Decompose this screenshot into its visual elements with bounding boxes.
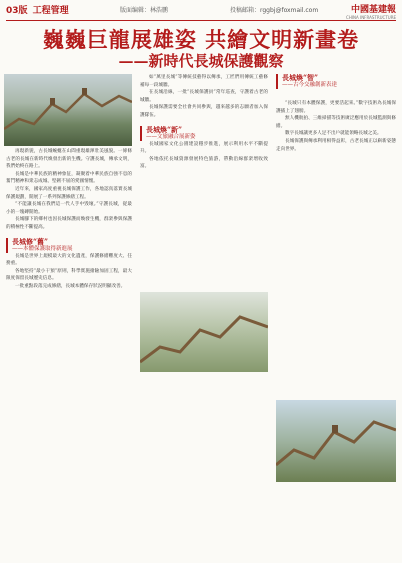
section-subtitle: ——文旅融合展新姿 <box>146 133 196 140</box>
body-paragraph: 如“萬里長城”等傳統技藝得以傳承，工匠們用傳統工藝修補每一段城牆。 <box>140 75 268 88</box>
great-wall-photo-3 <box>276 400 396 482</box>
section-heading-1 <box>6 238 132 253</box>
page-header <box>0 0 402 20</box>
body-paragraph: 各地堅持“最小干預”原則，科學實施搶險加固工程，最大限度保留長城歷史信息。 <box>6 268 132 282</box>
body-paragraph: 數字長城讓更多人足不出戶就能領略長城之美。 <box>285 131 382 137</box>
section-title: 長城煥“智” <box>282 73 319 82</box>
body-paragraph: “不能讓長城在我們這一代人手中毀壞。”守護長城，從最小的一塊磚開始。 <box>6 202 132 215</box>
great-wall-illustration-3 <box>276 400 396 482</box>
body-paragraph: 長城是世界上規模最大的文化遺產，保護修繕難度大、任務重。 <box>6 253 132 267</box>
body-paragraph: 無人機航拍、三維掃描等技術廣泛應用於長城監測與修繕。 <box>276 116 396 129</box>
great-wall-illustration <box>4 74 132 146</box>
section-title: 長城煥“新” <box>146 124 183 134</box>
section-name: 工程管理 <box>32 6 69 16</box>
body-paragraph: 各地依托長城資源發展特色旅游，帶動沿線群衆增收致富。 <box>140 156 268 170</box>
body-paragraph: 一批重點段落完成修繕，長城本體保存狀況明顯改善。 <box>15 283 126 289</box>
body-paragraph: 長城保護與傳承利用相得益彰，古老長城正以嶄新姿態走向世界。 <box>276 138 396 152</box>
column-2 <box>140 74 268 171</box>
intro-paragraph: 再現新貌，古長城蜿蜒在山間重現雄渾壯美風貌。一條條古老的長城在新時代煥發出新的生機。守護長城，傳承文明，我們始終在路上。 <box>6 149 132 170</box>
article-title: 巍巍巨龍展雄姿 共繪文明新畫卷 <box>42 27 360 52</box>
header-rule <box>6 20 396 21</box>
body-paragraph: 長城國家文化公園建設穩步推進，展示利用水平不斷提升。 <box>140 141 268 155</box>
body-paragraph: 近年來，國家高度重視長城保護工作，各地認真落實長城保護規劃，開展了一系列保護修繕工程。 <box>6 186 132 200</box>
body-paragraph: 長城是中華民族的精神象征，凝聚着中華民族自強不息的奮鬥精神和衆志成城、堅韌不屈的愛國情懷。 <box>6 171 132 185</box>
section-subtitle: ——本體保護取得新進展 <box>12 245 73 252</box>
section-title: 長城修“舊” <box>12 236 49 246</box>
column-3 <box>276 100 396 153</box>
section-subtitle: ——古今交融創新表達 <box>282 82 338 88</box>
newspaper-logo <box>346 2 396 20</box>
body-paragraph: 長城保護需要全社會共同參與，越來越多的志願者加入保護隊伍。 <box>140 105 268 118</box>
logo-en: CHINA INFRASTRUCTURE <box>346 15 396 20</box>
section-heading-3 <box>276 74 402 89</box>
body-paragraph: 長城腳下的鄉村也因長城保護而煥發生機，群衆參與保護的積極性不斷提高。 <box>6 217 132 230</box>
great-wall-photo <box>4 74 132 146</box>
contact-email: 投稿邮箱：rggbj@foxmail.com <box>230 7 319 14</box>
great-wall-illustration-2 <box>140 292 268 372</box>
column-1 <box>6 148 132 291</box>
body-paragraph: 在長城沿線，一批“長城保護員”常年巡查，守護着古老的城牆。 <box>140 90 268 103</box>
body-paragraph: “長城只有本體保護，更要活起來。”數字技術為長城保護插上了翅膀。 <box>276 101 396 114</box>
logo-cn: 中國基建報 <box>350 5 396 15</box>
article-subtitle: ——新時代長城保護觀察 <box>118 52 284 70</box>
great-wall-photo-2 <box>140 292 268 372</box>
editor-credit: 版面编辑：林浩鹏 <box>120 7 169 14</box>
page-label: 03版 工程管理 <box>6 6 69 16</box>
section-heading-2 <box>140 126 268 141</box>
